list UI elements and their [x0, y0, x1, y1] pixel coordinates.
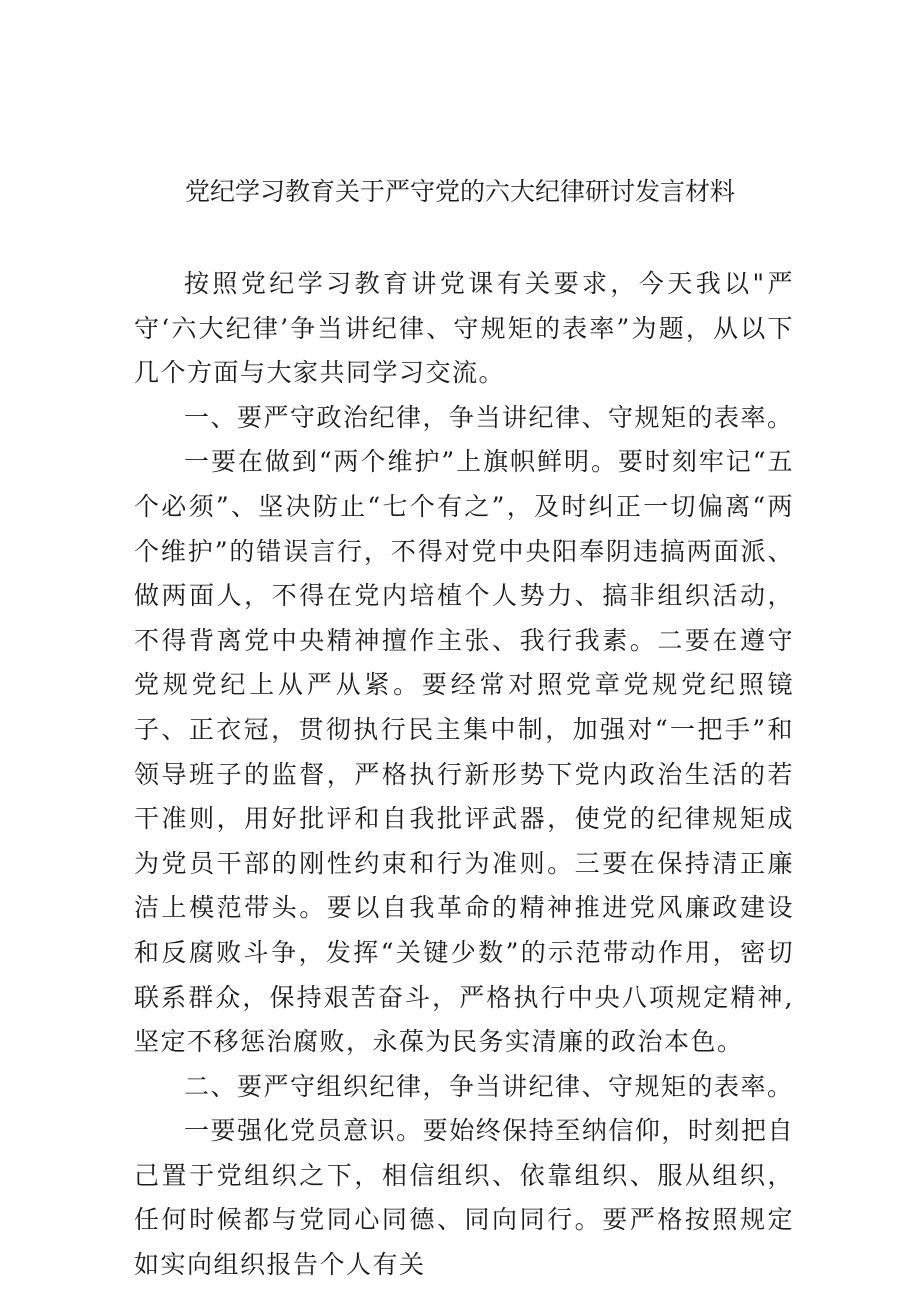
- document-title: 党纪学习教育关于严守党的六大纪律研讨发言材料: [184, 177, 735, 206]
- paragraph-intro: 按照党纪学习教育讲党课有关要求，今天我以"严守‘六大纪律’争当讲纪律、守规矩的表率”为题，从以下几个方面与大家共同学习交流。: [134, 269, 794, 388]
- paragraph-political-discipline: 一要在做到“两个维护”上旗帜鲜明。要时刻牢记“五个必须”、坚决防止“七个有之”，及时纠正一切偏离“两个维护”的错误言行，不得对党中央阳奉阴违搞两面派、做两面人，不得在党内培植个人势力、搞非组织活动，不得背离党中央精神擅作主张、我行我素。二要在遵守党规党纪上从严从紧。要经常对照党章党规党纪照镜子、正衣冠，贯彻执行民主集中制，加强对“一把手”和领导班子的监督，严格执行新形势下党内政治生活的若干准则，用好批评和自我批评武器，使党的纪律规矩成为党员干部的刚性约束和行为准则。三要在保持清正廉洁上模范带头。要以自我革命的精神推进党风廉政建设和反腐败斗争，发挥“关键少数”的示范带动作用，密切联系群众，保持艰苦奋斗，严格执行中央八项规定精神,坚定不移惩治腐败，永葆为民务实清廉的政治本色。: [134, 447, 794, 1057]
- section-heading-political-discipline: 一、要严守政治纪律，争当讲纪律、守规矩的表率。: [184, 402, 794, 432]
- paragraph-organizational-discipline: 一要强化党员意识。要始终保持至纳信仰，时刻把自己置于党组织之下，相信组织、依靠组织、服从组织，任何时候都与党同心同德、同向同行。要严格按照规定如实向组织报告个人有关: [134, 1116, 794, 1280]
- document-body: [134, 262, 794, 1288]
- section-heading-organizational-discipline: 二、要严守组织纪律，争当讲纪律、守规矩的表率。: [184, 1071, 794, 1101]
